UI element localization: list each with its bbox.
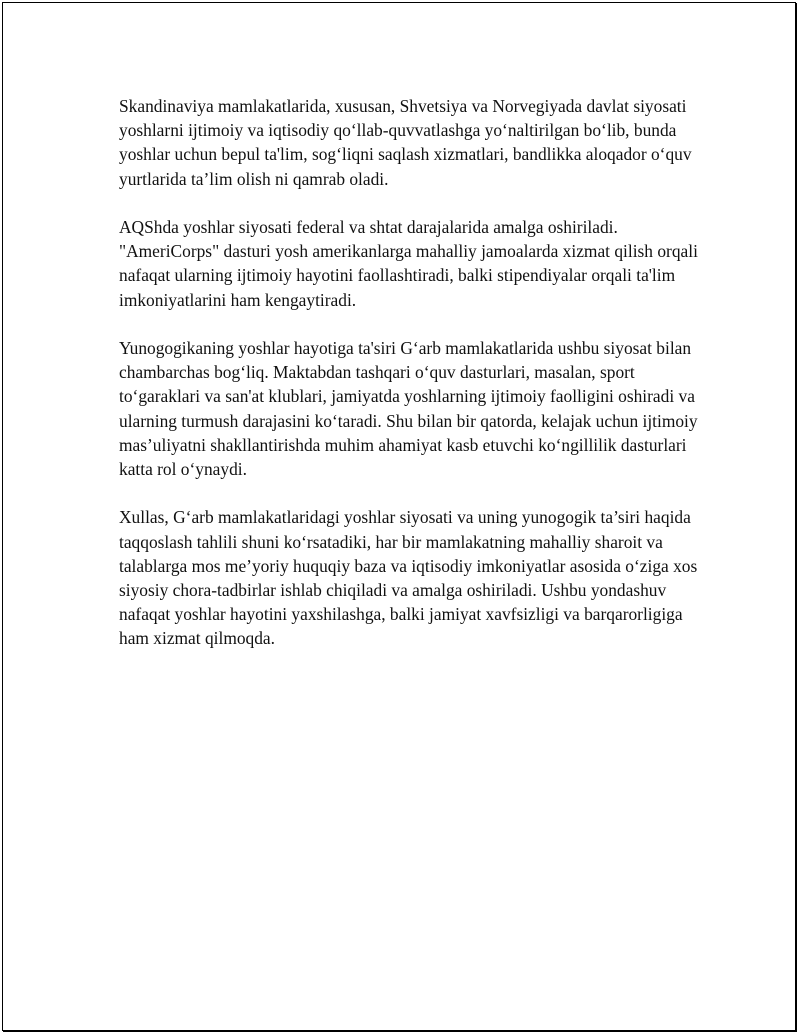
- paragraph-conclusion: Xullas, G‘arb mamlakatlaridagi yoshlar siyosati va uning yunogogik ta’siri haqida taqqoslash tahlili shuni ko‘rsatadiki, har bir mamlakatning mahalliy sharoit va talablarga mos me’yoriy huquqiy baza va iqtisodiy imkoniyatlar asosida o‘ziga xos siyosiy chora-tadbirlar ishlab chiqiladi va amalga oshiriladi. Ushbu yondashuv nafaqat yoshlar hayotini yaxshilashga, balki jamiyat xavfsizligi va barqarorligiga ham xizmat qilmoqda.: [119, 507, 698, 649]
- document-body: [119, 94, 709, 675]
- paragraph-yunogogika: Yunogogikaning yoshlar hayotiga ta'siri G‘arb mamlakatlarida ushbu siyosat bilan chambarchas bog‘liq. Maktabdan tashqari o‘quv dasturlari, masalan, sport to‘garaklari va san'at klublari, jamiyatda yoshlarning ijtimoiy faolligini oshiradi va ularning turmush darajasini ko‘taradi. Shu bilan bir qatorda, kelajak uchun ijtimoiy mas’uliyatni shakllantirishda muhim ahamiyat kasb etuvchi ko‘ngillilik dasturlari katta rol o‘ynaydi.: [119, 338, 698, 480]
- paragraph-scandinavia: Skandinaviya mamlakatlarida, xususan, Shvetsiya va Norvegiyada davlat siyosati yoshlarni ijtimoiy va iqtisodiy qo‘llab-quvvatlashga yo‘naltirilgan bo‘lib, bunda yoshlar uchun bepul ta'lim, sog‘liqni saqlash xizmatlari, bandlikka aloqador o‘quv yurtlarida ta’lim olish ni qamrab oladi.: [119, 96, 692, 189]
- paragraph-usa: AQShda yoshlar siyosati federal va shtat darajalarida amalga oshiriladi. "AmeriCorps" dasturi yosh amerikanlarga mahalliy jamoalarda xizmat qilish orqali nafaqat ularning ijtimoiy hayotini faollashtiradi, balki stipendiyalar orqali ta'lim imkoniyatlarini ham kengaytiradi.: [119, 217, 698, 310]
- document-page: [2, 2, 796, 1031]
